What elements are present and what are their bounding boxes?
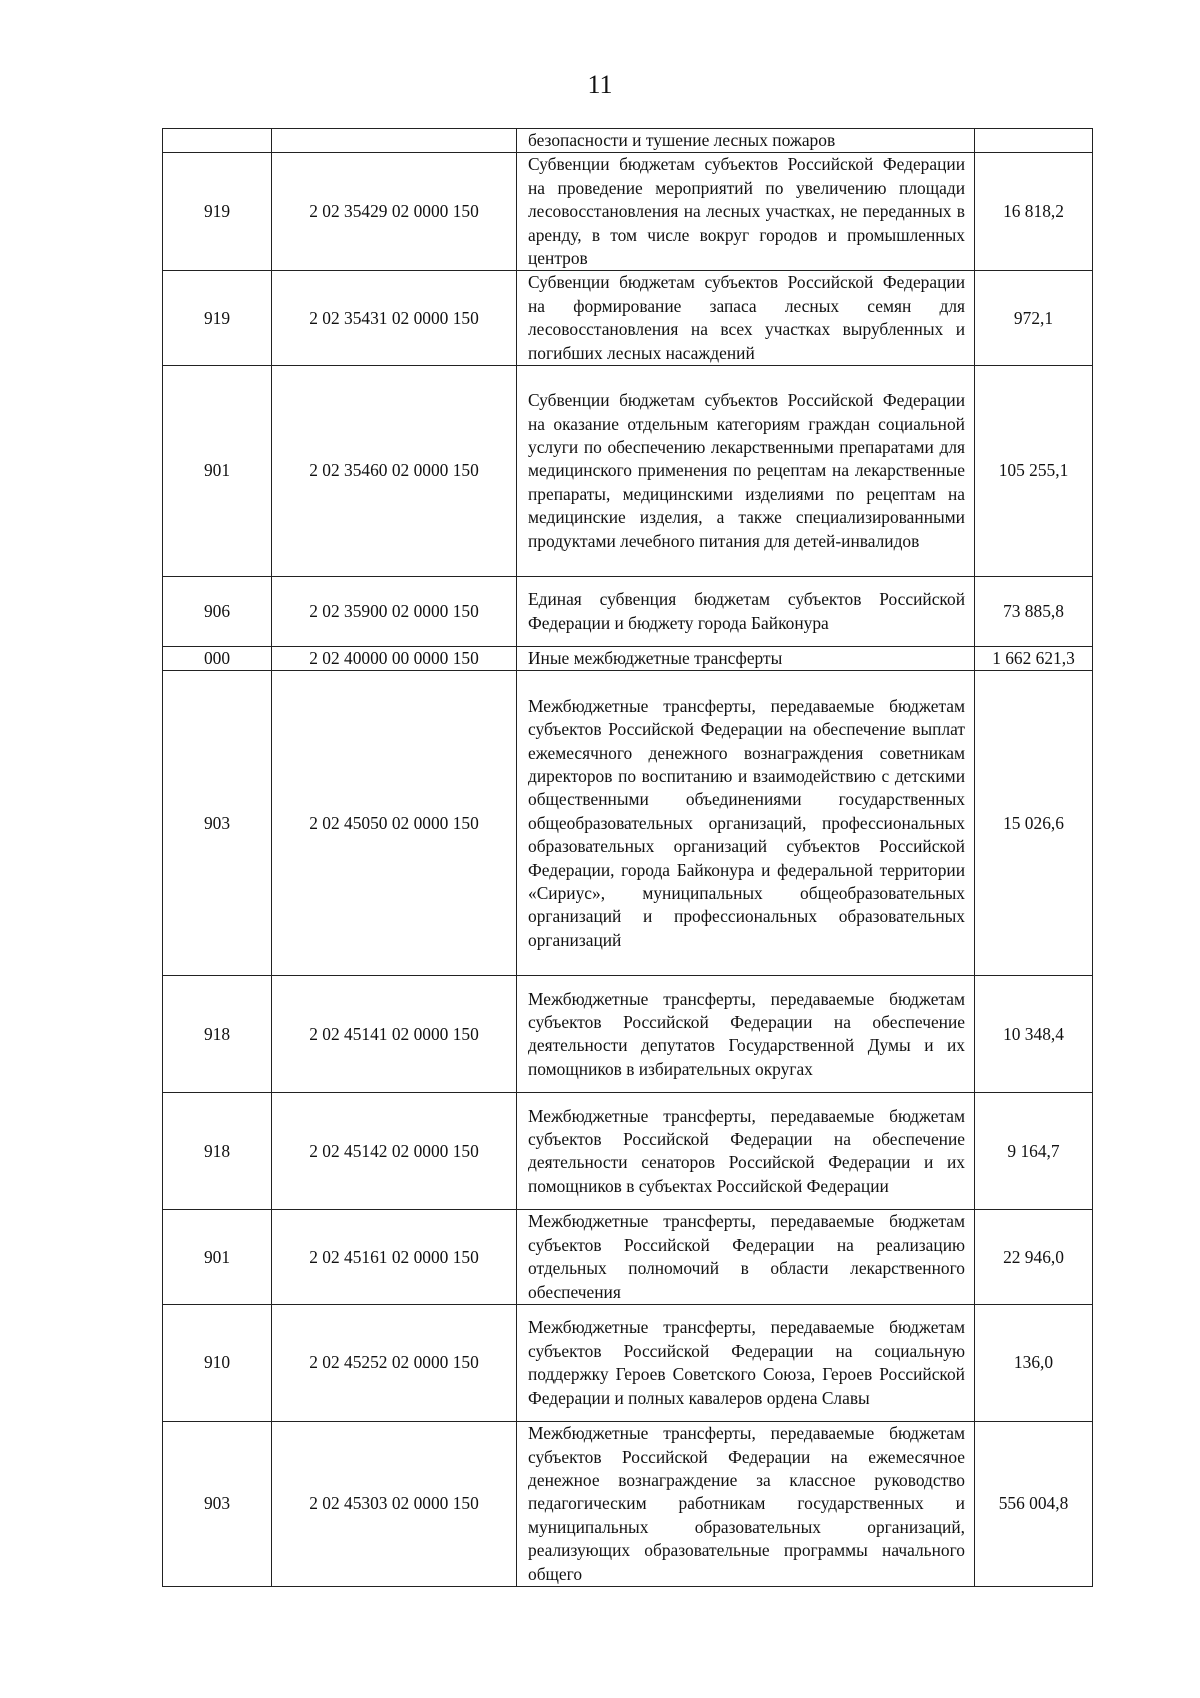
table-row	[163, 1093, 1093, 1210]
income-name: Межбюджетные трансферты, передаваемые бюджетам субъектов Российской Федерации на реализацию отдельных полномочий в области лекарственного обеспечения	[528, 1211, 965, 1302]
income-name-cell	[517, 577, 975, 647]
admin-code: 910	[203, 1352, 231, 1373]
table-row	[163, 647, 1093, 671]
budget-code-cell	[272, 671, 517, 976]
income-name: Межбюджетные трансферты, передаваемые бюджетам субъектов Российской Федерации на социальную поддержку Героев Советского Союза, Героев Российской Федерации и полных кавалеров ордена Славы	[528, 1317, 965, 1408]
admin-code-cell	[163, 647, 272, 671]
amount-cell	[975, 647, 1093, 671]
income-name: безопасности и тушение лесных пожаров	[528, 130, 836, 150]
budget-code: 2 02 45050 02 0000 150	[309, 812, 479, 833]
amount: 22 946,0	[1003, 1246, 1064, 1267]
admin-code-cell	[163, 153, 272, 271]
amount-cell	[975, 153, 1093, 271]
income-name: Единая субвенция бюджетам субъектов Российской Федерации и бюджету города Байконура	[528, 589, 965, 633]
page-number: 11	[587, 70, 613, 99]
budget-code-cell	[272, 1210, 517, 1305]
income-name: Межбюджетные трансферты, передаваемые бюджетам субъектов Российской Федерации на обеспечение деятельности сенаторов Российской Федерации и их помощников в субъектах Российской Федерации	[528, 1105, 965, 1196]
income-name: Иные межбюджетные трансферты	[528, 648, 783, 669]
budget-code: 2 02 45303 02 0000 150	[309, 1493, 479, 1514]
income-name-cell	[517, 366, 975, 577]
amount: 972,1	[1013, 307, 1054, 328]
table-row	[163, 1422, 1093, 1587]
income-name-cell	[517, 271, 975, 366]
admin-code: 906	[203, 600, 231, 621]
income-name: Субвенции бюджетам субъектов Российской Федерации на формирование запаса лесных семян для лесовосстановления на всех участках вырубленных и погибших лесных насаждений	[528, 272, 965, 363]
income-name: Межбюджетные трансферты, передаваемые бюджетам субъектов Российской Федерации на ежемесячное денежное вознаграждение за классное руководство педагогическим работникам государственных и муниципальных образовательных организаций, реализующих образовательные программы начального общего	[528, 1423, 965, 1584]
income-name-cell	[517, 129, 975, 153]
budget-code-cell	[272, 1422, 517, 1587]
amount-cell	[975, 1210, 1093, 1305]
income-name: Субвенции бюджетам субъектов Российской Федерации на проведение мероприятий по увеличению площади лесовосстановления на лесных участках, не переданных в аренду, в том числе вокруг городов и промышленных центров	[528, 154, 965, 269]
table-row	[163, 366, 1093, 577]
admin-code: 901	[203, 1246, 231, 1267]
income-name-cell	[517, 1305, 975, 1422]
amount: 556 004,8	[998, 1493, 1069, 1514]
admin-code-cell	[163, 976, 272, 1093]
income-name-cell	[517, 153, 975, 271]
budget-code: 2 02 35431 02 0000 150	[309, 307, 479, 328]
amount: 73 885,8	[1003, 600, 1064, 621]
income-name-cell	[517, 976, 975, 1093]
income-name-cell	[517, 671, 975, 976]
table-row	[163, 976, 1093, 1093]
admin-code-cell	[163, 271, 272, 366]
budget-code: 2 02 35429 02 0000 150	[309, 201, 479, 222]
amount-cell	[975, 271, 1093, 366]
amount-cell	[975, 1422, 1093, 1587]
budget-code-cell	[272, 1305, 517, 1422]
budget-code: 2 02 40000 00 0000 150	[309, 648, 479, 669]
income-name-cell	[517, 1422, 975, 1587]
admin-code: 918	[203, 1023, 231, 1044]
admin-code-cell	[163, 1210, 272, 1305]
amount: 1 662 621,3	[992, 648, 1075, 669]
budget-revenue-table	[162, 128, 1093, 1587]
amount-cell	[975, 1305, 1093, 1422]
admin-code-cell	[163, 671, 272, 976]
amount: 105 255,1	[998, 460, 1069, 481]
admin-code: 903	[203, 812, 231, 833]
table-row	[163, 153, 1093, 271]
budget-code-cell	[272, 647, 517, 671]
admin-code: 901	[203, 460, 231, 481]
income-name-cell	[517, 1210, 975, 1305]
budget-code: 2 02 45161 02 0000 150	[309, 1246, 479, 1267]
table-row	[163, 577, 1093, 647]
admin-code-cell	[163, 1305, 272, 1422]
table-row	[163, 129, 1093, 153]
admin-code: 919	[203, 201, 231, 222]
budget-code-cell	[272, 1093, 517, 1210]
amount-cell	[975, 129, 1093, 153]
income-name-cell	[517, 647, 975, 671]
amount: 9 164,7	[1007, 1140, 1060, 1161]
admin-code-cell	[163, 129, 272, 153]
table-row	[163, 1305, 1093, 1422]
amount-cell	[975, 976, 1093, 1093]
budget-code: 2 02 45141 02 0000 150	[309, 1023, 479, 1044]
amount-cell	[975, 671, 1093, 976]
admin-code-cell	[163, 1422, 272, 1587]
budget-code-cell	[272, 577, 517, 647]
budget-code: 2 02 35900 02 0000 150	[309, 600, 479, 621]
amount: 15 026,6	[1003, 812, 1064, 833]
amount-cell	[975, 1093, 1093, 1210]
income-name: Субвенции бюджетам субъектов Российской Федерации на оказание отдельным категориям граждан социальной услуги по обеспечению лекарственными препаратами для медицинского применения по рецептам на лекарственные препараты, медицинскими изделиями по рецептам на медицинские изделия, а также специализированными продуктами лечебного питания для детей-инвалидов	[528, 390, 965, 551]
admin-code: 918	[203, 1140, 231, 1161]
table-row	[163, 1210, 1093, 1305]
budget-code-cell	[272, 129, 517, 153]
admin-code: 903	[203, 1493, 231, 1514]
budget-code: 2 02 45142 02 0000 150	[309, 1140, 479, 1161]
income-name: Межбюджетные трансферты, передаваемые бюджетам субъектов Российской Федерации на обеспечение деятельности депутатов Государственной Думы и их помощников в избирательных округах	[528, 988, 965, 1079]
budget-code-cell	[272, 271, 517, 366]
admin-code: 919	[203, 307, 231, 328]
budget-code: 2 02 45252 02 0000 150	[309, 1352, 479, 1373]
amount: 10 348,4	[1003, 1023, 1064, 1044]
table-row	[163, 271, 1093, 366]
budget-code-cell	[272, 366, 517, 577]
budget-code-cell	[272, 153, 517, 271]
amount-cell	[975, 366, 1093, 577]
admin-code: 000	[203, 648, 231, 669]
table-row	[163, 671, 1093, 976]
budget-code-cell	[272, 976, 517, 1093]
amount: 136,0	[1013, 1352, 1054, 1373]
amount: 16 818,2	[1003, 201, 1064, 222]
amount-cell	[975, 577, 1093, 647]
admin-code-cell	[163, 577, 272, 647]
admin-code-cell	[163, 1093, 272, 1210]
income-name-cell	[517, 1093, 975, 1210]
income-name: Межбюджетные трансферты, передаваемые бюджетам субъектов Российской Федерации на обеспечение выплат ежемесячного денежного вознаграждения советникам директоров по воспитанию и взаимодействию с детскими общественными объединениями государственных общеобразовательных организаций, профессиональных образовательных организаций субъектов Российской Федерации, города Байконура и федеральной территории «Сириус», муниципальных общеобразовательных организаций и профессиональных образовательных организаций	[528, 695, 965, 950]
budget-code: 2 02 35460 02 0000 150	[309, 460, 479, 481]
admin-code-cell	[163, 366, 272, 577]
